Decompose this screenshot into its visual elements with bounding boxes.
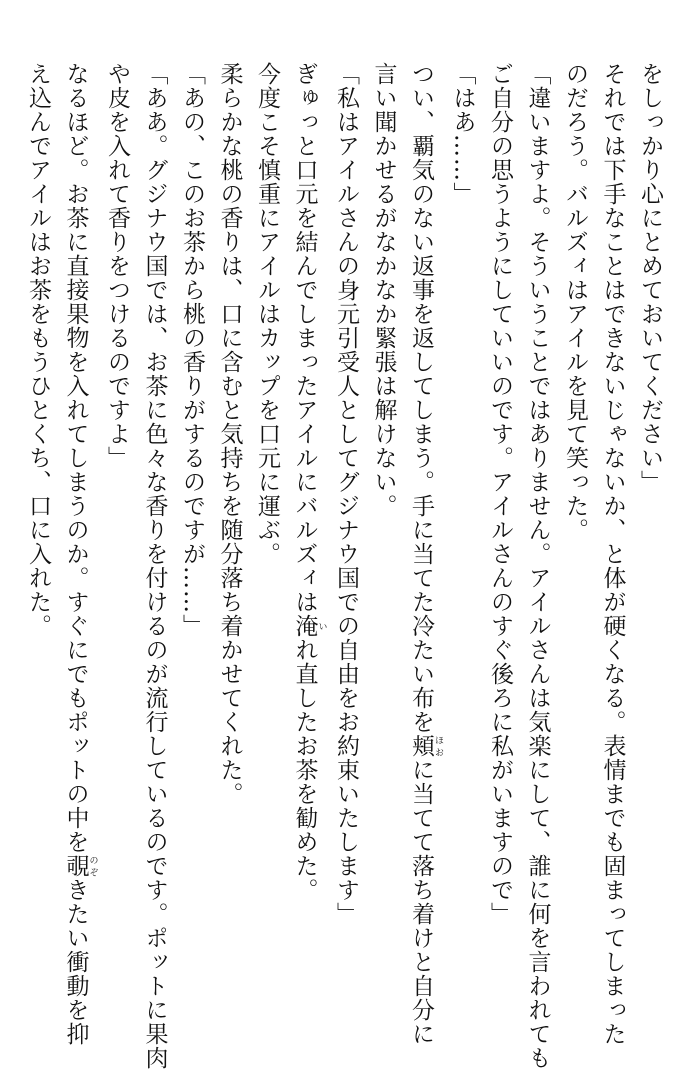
ruby-hoo-reading: ほお xyxy=(433,734,443,758)
text-line-16-start: なるほど。お茶に直接果物を入れてしまうのか。すぐにでもポットの中を xyxy=(62,62,89,854)
text-line-10-start: ぎゅっと口元を結んでしまったアイルにバルズィは xyxy=(291,62,318,614)
ruby-ire-base: 淹 xyxy=(291,614,318,638)
text-line-7-end: に当てて落ち着けと自分に xyxy=(408,758,434,1046)
ruby-ire-reading: い xyxy=(316,614,327,638)
ruby-ire xyxy=(291,614,327,638)
ruby-nozo-base: 覗 xyxy=(62,854,89,878)
text-line-3: のだろう。バルズィはアイルを見て笑った。 xyxy=(562,62,588,542)
text-line-16 xyxy=(56,62,98,1046)
text-line-7 xyxy=(402,62,444,1046)
ruby-nozo xyxy=(62,854,98,878)
text-line-5: ご自分の思うようにしていいのです。アイルさんのすぐ後ろに私がいますので」 xyxy=(487,62,513,926)
text-line-16-end: きたい衝動を抑 xyxy=(62,878,89,1046)
text-line-11: 今度こそ慎重にアイルはカップを口元に運ぶ。 xyxy=(254,62,280,566)
text-line-10 xyxy=(285,62,327,962)
text-line-17: え込んでアイルはお茶をもうひとくち、口に入れた。 xyxy=(25,62,51,638)
text-line-9: 「私はアイルさんの身元引受人としてグジナウ国での自由をお約束いたします」 xyxy=(333,62,359,926)
text-line-15: や皮を入れて香りをつけるのですよ」 xyxy=(104,62,130,470)
text-line-13: 「あの、このお茶から桃の香りがするのですが……」 xyxy=(179,62,205,638)
text-line-12: 柔らかな桃の香りは、口に含むと気持ちを随分落ち着かせてくれた。 xyxy=(216,62,243,806)
text-line-1: をしっかり心にとめておいてください」 xyxy=(637,62,663,494)
text-line-6: 「はあ……」 xyxy=(449,62,476,206)
text-line-7-start: つい、覇気のない返事を返してしまう。手に当てた冷たい布を xyxy=(408,62,434,734)
text-line-10-end: れ直したお茶を勧めた。 xyxy=(291,638,318,902)
ruby-hoo xyxy=(408,734,443,758)
ruby-nozo-reading: のぞ xyxy=(87,854,98,878)
text-line-2: それでは下手なことはできないじゃないか、と体が硬くなる。表情までも固まってしまった xyxy=(599,62,626,1046)
ruby-hoo-base: 頬 xyxy=(408,734,434,758)
text-line-14: 「ああ。グジナウ国では、お茶に色々な香りを付けるのが流行しているのです。ポットに果肉 xyxy=(141,62,168,1070)
text-line-4: 「違いますよ。そういうことではありません。アイルさんは気楽にして、誰に何を言われても xyxy=(524,62,551,1070)
vertical-text-body xyxy=(25,62,668,1070)
text-line-8: 言い聞かせるがなかなか緊張は解けない。 xyxy=(370,62,397,518)
